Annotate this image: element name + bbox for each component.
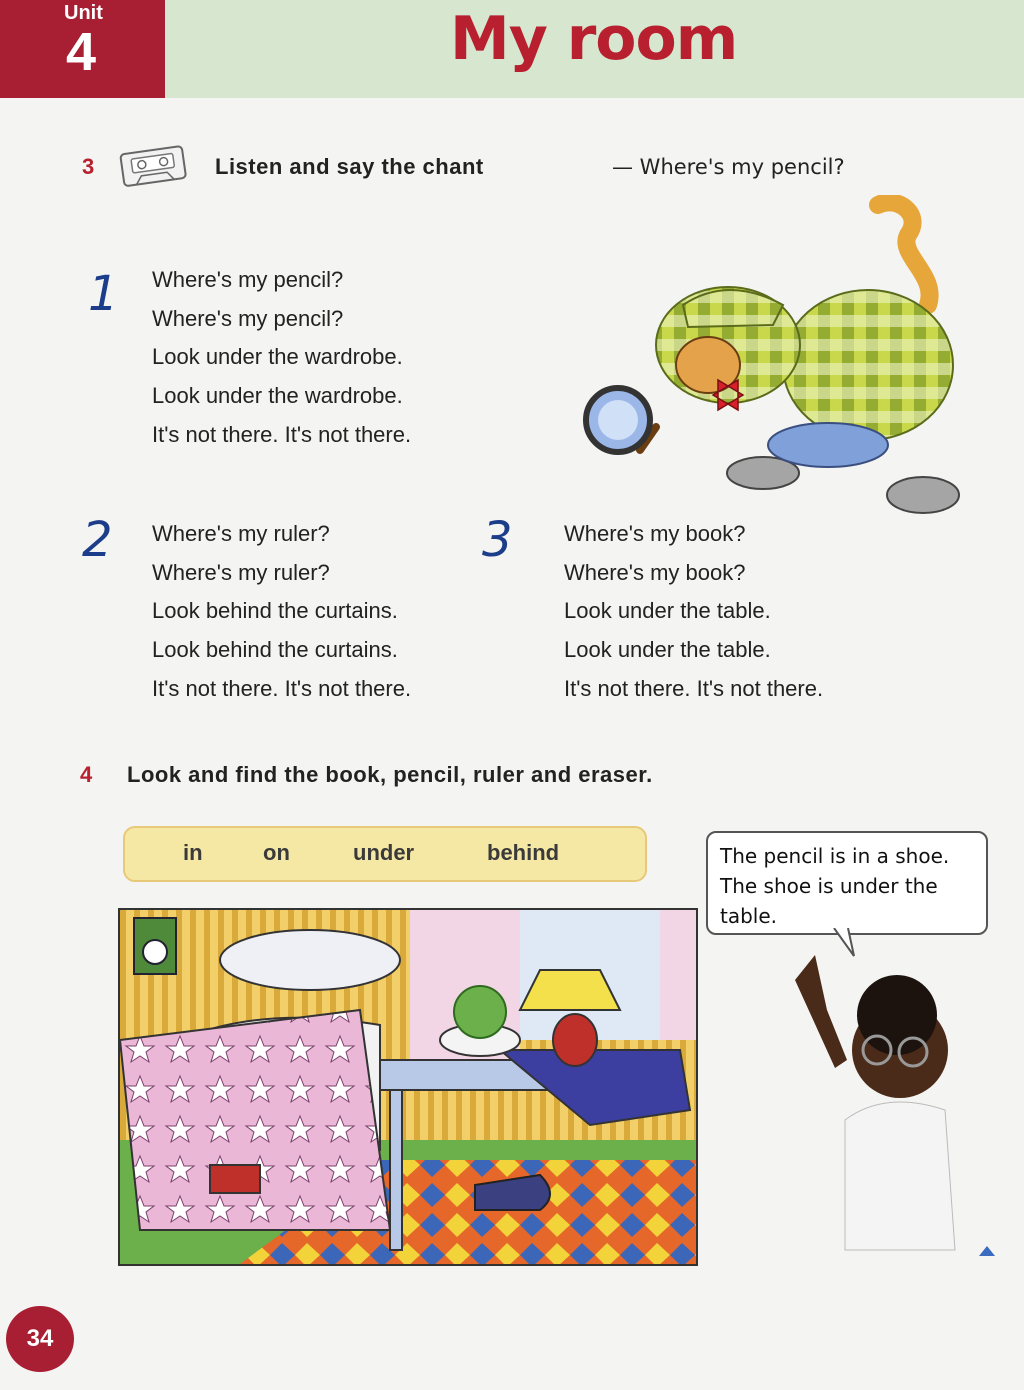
- verse-line: Where's my pencil?: [152, 305, 344, 331]
- verse-1-number: 1: [88, 266, 119, 322]
- verse-line: Look behind the curtains.: [152, 637, 398, 663]
- verse-line: Where's my book?: [564, 521, 746, 546]
- speech-text: [720, 841, 949, 931]
- exercise-3-number: 3: [82, 154, 95, 179]
- verse-1: [152, 261, 411, 455]
- exercise-3-title: Listen and say the chant: [215, 154, 484, 179]
- verse-line: Where's my ruler?: [152, 521, 330, 546]
- verse-line: Look under the wardrobe.: [152, 383, 403, 409]
- exercise-4-number: 4: [80, 762, 93, 787]
- verse-line: Where's my pencil?: [152, 267, 344, 292]
- verse-line: Where's my ruler?: [152, 559, 330, 585]
- triangle-marker-icon: [978, 1244, 996, 1258]
- word-box: [123, 826, 647, 882]
- unit-label: Unit: [64, 2, 103, 24]
- word-in: in: [183, 840, 203, 865]
- speech-bubble: [706, 831, 988, 935]
- verse-3: [564, 515, 823, 709]
- bedroom-scene-illustration: [118, 908, 698, 1266]
- verse-line: Look under the table.: [564, 637, 771, 663]
- speech-line: The shoe is under the: [720, 874, 938, 898]
- verse-line: It's not there. It's not there.: [564, 675, 824, 701]
- exercise-4-title: Look and find the book, pencil, ruler and eraser.: [127, 762, 653, 787]
- cassette-icon: [118, 142, 190, 188]
- unit-number: 4: [66, 22, 97, 82]
- exercise-3-subtitle: — Where's my pencil?: [612, 155, 845, 179]
- verse-line: Look behind the curtains.: [152, 598, 398, 624]
- verse-2: [152, 515, 411, 709]
- verse-line: Where's my book?: [564, 559, 746, 585]
- boy-photo: [785, 950, 975, 1260]
- detective-cat-illustration: [578, 195, 968, 530]
- word-behind: behind: [487, 840, 560, 865]
- verse-line: It's not there. It's not there.: [152, 421, 412, 447]
- verse-line: It's not there. It's not there.: [152, 675, 412, 701]
- page-number: 34: [26, 1325, 54, 1352]
- page-title: My room: [450, 4, 738, 74]
- verse-2-number: 2: [82, 512, 113, 568]
- verse-3-number: 3: [482, 512, 513, 568]
- word-under: under: [353, 840, 415, 865]
- verse-line: Look under the table.: [564, 598, 771, 624]
- speech-line: The pencil is in a shoe.: [720, 844, 950, 868]
- word-on: on: [263, 840, 290, 865]
- verse-line: Look under the wardrobe.: [152, 344, 403, 370]
- speech-line: table.: [720, 904, 778, 928]
